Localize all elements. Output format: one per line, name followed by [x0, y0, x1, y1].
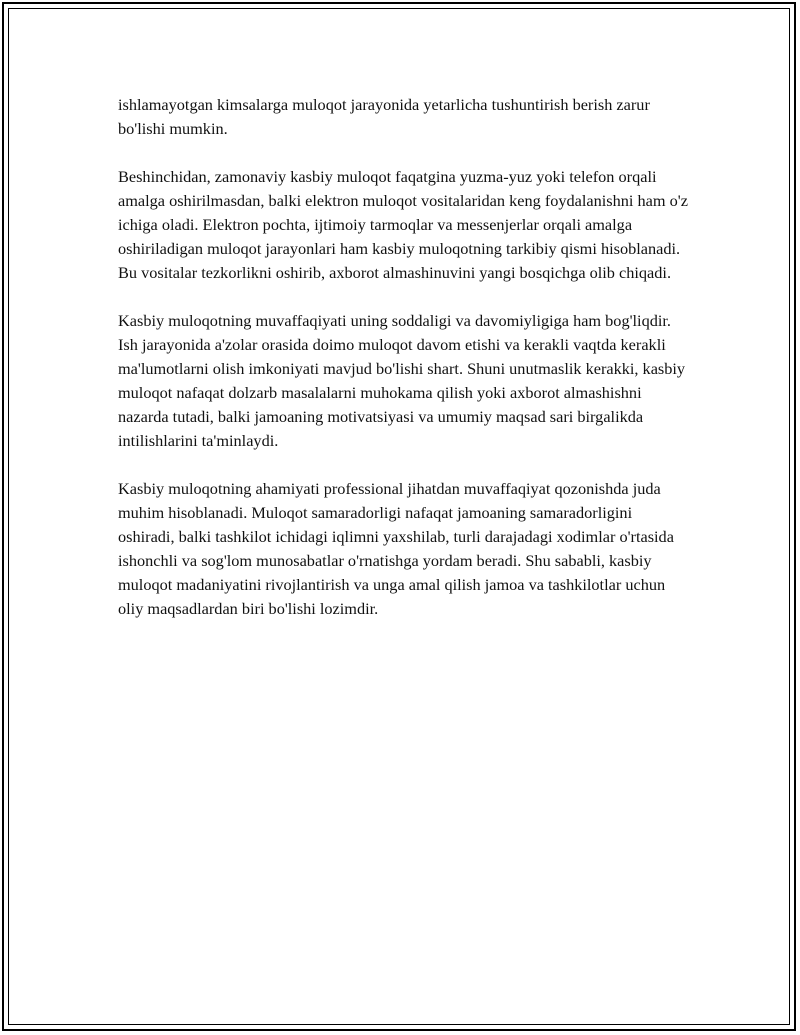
paragraph-3: Kasbiy muloqotning muvaffaqiyati uning soddaligi va davomiyligiga ham bog'liqdir. Ish jarayonida a'zolar orasida doimo muloqot davom etishi va kerakli vaqtda kerakli ma'lumotlarni olish imkoniyati mavjud bo'lishi shart. Shuni unutmaslik kerakki, kasbiy muloqot nafaqat dolzarb masalalarni muhokama qilish yoki axborot almashishni nazarda tutadi, balki jamoaning motivatsiyasi va umumiy maqsad sari birgalikda intilishlarini ta'minlaydi.	[118, 311, 686, 450]
paragraph-4: Kasbiy muloqotning ahamiyati professional jihatdan muvaffaqiyat qozonishda juda muhim hisoblanadi. Muloqot samaradorligi nafaqat jamoaning samaradorligini oshiradi, balki tashkilot ichidagi iqlimni yaxshilab, turli darajadagi xodimlar o'rtasida ishonchli va sog'lom munosabatlar o'rnatishga yordam beradi. Shu sababli, kasbiy muloqot madaniyatini rivojlantirish va unga amal qilish jamoa va tashkilotlar uchun oliy maqsadlardan biri bo'lishi lozimdir.	[118, 479, 674, 618]
document-body	[118, 93, 688, 645]
paragraph-1: ishlamayotgan kimsalarga muloqot jarayonida yetarlicha tushuntirish berish zarur bo'lishi mumkin.	[118, 95, 650, 138]
paragraph-2: Beshinchidan, zamonaviy kasbiy muloqot faqatgina yuzma-yuz yoki telefon orqali amalga oshirilmasdan, balki elektron muloqot vositalaridan keng foydalanishni ham o'z ichiga oladi. Elektron pochta, ijtimoiy tarmoqlar va messenjerlar orqali amalga oshiriladigan muloqot jarayonlari ham kasbiy muloqotning tarkibiy qismi hisoblanadi. Bu vositalar tezkorlikni oshirib, axborot almashinuvini yangi bosqichga olib chiqadi.	[118, 167, 688, 282]
